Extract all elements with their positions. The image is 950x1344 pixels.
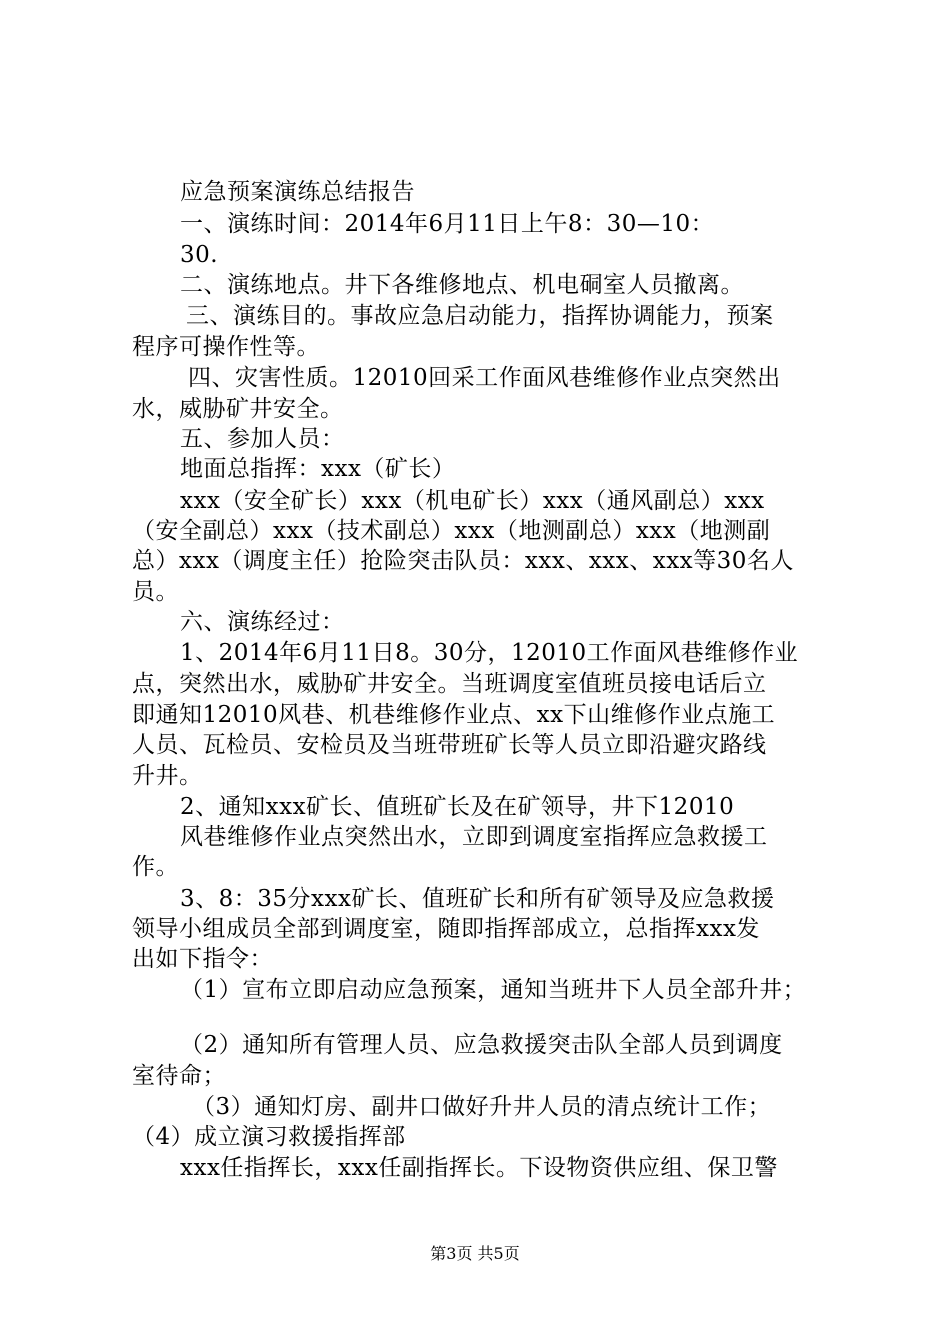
text-line: 员。 — [132, 579, 179, 605]
text-line: 五、参加人员： — [180, 426, 345, 452]
text-line: 出如下指令： — [132, 946, 273, 972]
text-line: 室待命； — [132, 1063, 226, 1089]
text-line: 水，威胁矿井安全。 — [132, 396, 344, 422]
text-line: 四、灾害性质。12010回采工作面风巷维修作业点突然出 — [188, 365, 781, 391]
text-line: 二、演练地点。井下各维修地点、机电硐室人员撤离。 — [180, 272, 744, 298]
text-line: 2、通知xxx矿长、值班矿长及在矿领导，井下12010 — [180, 794, 735, 820]
text-line: 地面总指挥：xxx（矿长） — [180, 456, 456, 482]
text-line: 1、2014年6月11日8。30分，12010工作面风巷维修作业 — [180, 640, 799, 666]
text-line: 作。 — [132, 854, 179, 880]
doc-title: 应急预案演练总结报告 — [180, 179, 415, 205]
text-line: 三、演练目的。事故应急启动能力，指挥协调能力，预案 — [186, 303, 774, 329]
text-line: （3）通知灯房、副井口做好升井人员的清点统计工作； — [192, 1094, 772, 1120]
text-line: （4）成立演习救援指挥部 — [132, 1124, 406, 1150]
text-line: （2）通知所有管理人员、应急救援突击队全部人员到调度 — [180, 1032, 783, 1058]
text-line: 升井。 — [132, 763, 203, 789]
text-line: xxx（安全矿长）xxx（机电矿长）xxx（通风副总）xxx — [180, 488, 765, 514]
text-line: 点，突然出水，威胁矿井安全。当班调度室值班员接电话后立 — [132, 671, 767, 697]
page-footer: 第3页 共5页 — [430, 1244, 520, 1263]
text-line: 六、演练经过： — [180, 609, 345, 635]
text-line: 风巷维修作业点突然出水，立即到调度室指挥应急救援工 — [180, 824, 768, 850]
text-line: （1）宣布立即启动应急预案，通知当班井下人员全部升井； — [180, 977, 807, 1003]
text-line: 一、演练时间：2014年6月11日上午8：30—10： — [180, 211, 715, 237]
text-line: 程序可操作性等。 — [132, 334, 320, 360]
text-line: 30. — [180, 242, 219, 268]
text-line: 领导小组成员全部到调度室，随即指挥部成立，总指挥xxx发 — [132, 916, 760, 942]
text-line: 即通知12010风巷、机巷维修作业点、xx下山维修作业点施工 — [132, 702, 776, 728]
text-line: xxx任指挥长，xxx任副指挥长。下设物资供应组、保卫警 — [180, 1155, 778, 1181]
text-line: 总）xxx（调度主任）抢险突击队员：xxx、xxx、xxx等30名人 — [132, 548, 794, 574]
text-line: 人员、瓦检员、安检员及当班带班矿长等人员立即沿避灾路线 — [132, 732, 767, 758]
text-line: 3、8：35分xxx矿长、值班矿长和所有矿领导及应急救援 — [180, 886, 775, 912]
text-line: （安全副总）xxx（技术副总）xxx（地测副总）xxx（地测副 — [132, 518, 771, 544]
